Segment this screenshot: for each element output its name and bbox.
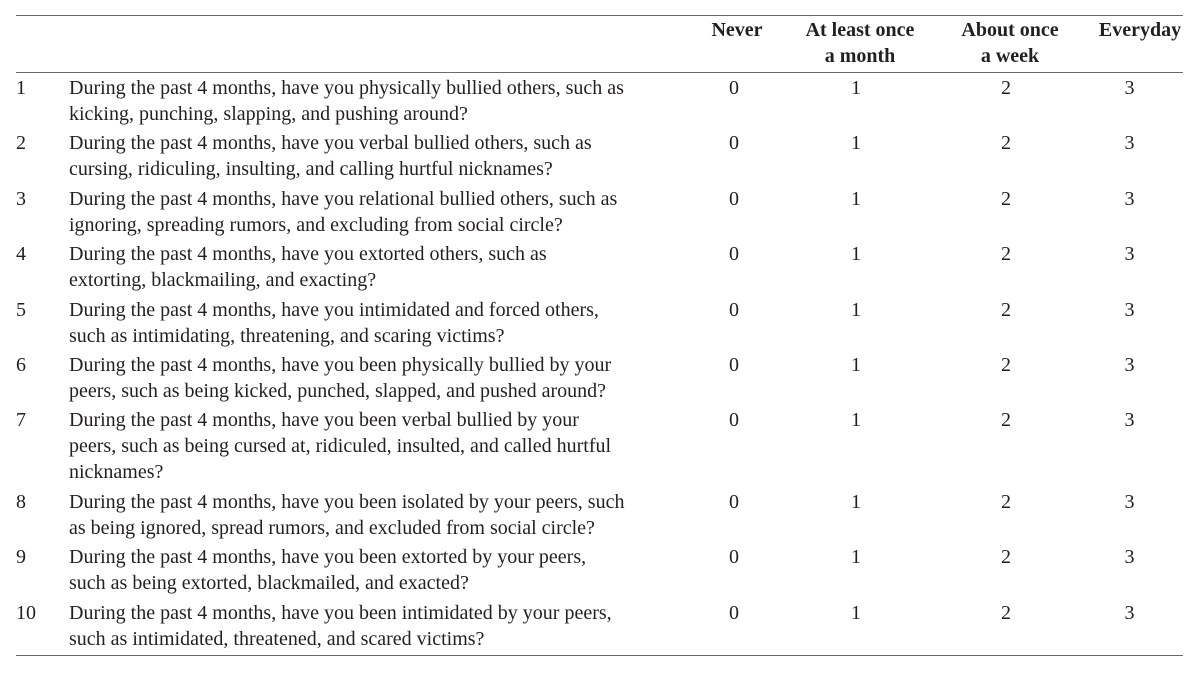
item-number: 9 [16,546,26,569]
score-never: 0 [729,132,739,155]
score-everyday: 3 [1124,409,1135,432]
score-about-once-a-week: 2 [1001,298,1011,321]
score-never: 0 [729,77,739,99]
column-header-never [706,17,768,43]
score-everyday: 3 [1124,601,1135,624]
table-row [16,186,1183,241]
score-at-least-once-a-month: 1 [851,132,861,155]
item-question [69,352,692,407]
score-never: 0 [729,546,739,569]
item-question-line: During the past 4 months, have you intimidated and forced others, [69,298,599,321]
item-question-line: such as intimidating, threatening, and scaring victims? [69,324,505,347]
table-row [16,352,1183,407]
table-top-rule [16,15,1183,16]
column-header-everyday [1092,17,1188,43]
item-question-line: extorting, blackmailing, and exacting? [69,269,377,292]
item-question-line: kicking, punching, slapping, and pushing around? [69,103,468,125]
table-row [16,489,1183,544]
score-everyday: 3 [1124,243,1135,266]
score-about-once-a-week: 2 [1001,409,1011,432]
score-never: 0 [729,409,739,432]
score-never: 0 [729,490,739,513]
bullying-items-table [16,75,1183,655]
item-question-line: nicknames? [69,461,164,484]
score-at-least-once-a-month: 1 [851,353,861,376]
item-question [69,297,692,352]
item-question-line: ignoring, spreading rumors, and excluding from social circle? [69,213,563,236]
item-question-line: During the past 4 months, have you physically bullied others, such as [69,77,624,99]
score-at-least-once-a-month: 1 [851,243,861,266]
score-at-least-once-a-month: 1 [851,187,861,210]
score-never: 0 [729,298,739,321]
item-number: 10 [16,601,36,624]
item-question-line: as being ignored, spread rumors, and excluded from social circle? [69,516,595,539]
score-everyday: 3 [1124,187,1135,210]
item-question-line: peers, such as being cursed at, ridiculed, insulted, and called hurtful [69,435,612,458]
score-everyday: 3 [1124,77,1135,99]
score-never: 0 [729,353,739,376]
score-about-once-a-week: 2 [1001,77,1011,99]
item-number: 7 [16,409,26,432]
item-question-line: During the past 4 months, have you verbal bullied others, such as [69,132,592,155]
score-about-once-a-week: 2 [1001,187,1011,210]
table-bottom-rule [16,655,1183,656]
item-question-line: During the past 4 months, have you relational bullied others, such as [69,187,618,210]
item-question-line: such as intimidated, threatened, and scared victims? [69,627,485,650]
item-question [69,407,692,488]
score-never: 0 [729,601,739,624]
score-everyday: 3 [1124,546,1135,569]
score-about-once-a-week: 2 [1001,601,1011,624]
score-everyday: 3 [1124,353,1135,376]
column-header-monthly-line-1: At least once [805,19,915,41]
item-question [69,600,692,655]
score-about-once-a-week: 2 [1001,132,1011,155]
item-question [69,186,692,241]
table-row [16,241,1183,296]
score-about-once-a-week: 2 [1001,243,1011,266]
item-number: 2 [16,132,26,155]
score-about-once-a-week: 2 [1001,353,1011,376]
item-question-line: During the past 4 months, have you been physically bullied by your [69,353,612,376]
column-header-at-least-once-a-month [790,17,930,69]
score-at-least-once-a-month: 1 [851,601,861,624]
table-row [16,407,1183,488]
item-question [69,130,692,185]
column-header-weekly-line-2: a week [980,45,1040,67]
score-everyday: 3 [1124,490,1135,513]
table-row [16,75,1183,130]
score-about-once-a-week: 2 [1001,546,1011,569]
header-rule [16,72,1183,73]
item-number: 3 [16,187,26,210]
table-body [16,75,1183,655]
item-question [69,544,692,599]
item-question-line: cursing, ridiculing, insulting, and calling hurtful nicknames? [69,158,553,181]
score-everyday: 3 [1124,132,1135,155]
score-everyday: 3 [1124,298,1135,321]
score-at-least-once-a-month: 1 [851,490,861,513]
item-question-line: such as being extorted, blackmailed, and exacted? [69,572,469,595]
column-header-about-once-a-week [945,17,1075,69]
score-at-least-once-a-month: 1 [851,409,861,432]
table-row [16,600,1183,655]
item-question-line: During the past 4 months, have you been verbal bullied by your [69,409,579,432]
item-number: 1 [16,77,26,99]
table-row [16,297,1183,352]
column-header-weekly-line-1: About once [961,19,1059,41]
item-number: 8 [16,490,26,513]
score-never: 0 [729,187,739,210]
item-question-line: During the past 4 months, have you been extorted by your peers, [69,546,587,569]
item-question-line: During the past 4 months, have you been isolated by your peers, such [69,490,625,513]
item-number: 4 [16,243,26,266]
item-question [69,75,692,130]
item-number: 5 [16,298,26,321]
item-number: 6 [16,353,26,376]
item-question-line: During the past 4 months, have you been intimidated by your peers, [69,601,612,624]
item-question-line: peers, such as being kicked, punched, slapped, and pushed around? [69,379,607,402]
column-header-monthly-line-2: a month [824,45,896,67]
column-header-never-line-1: Never [711,19,763,41]
score-at-least-once-a-month: 1 [851,298,861,321]
item-question-line: During the past 4 months, have you extorted others, such as [69,243,547,266]
score-about-once-a-week: 2 [1001,490,1011,513]
item-question [69,241,692,296]
table-row [16,130,1183,185]
column-header-everyday-line-1: Everyday [1098,19,1182,41]
item-question [69,489,692,544]
table-row [16,544,1183,599]
score-never: 0 [729,243,739,266]
score-at-least-once-a-month: 1 [851,546,861,569]
score-at-least-once-a-month: 1 [851,77,861,99]
